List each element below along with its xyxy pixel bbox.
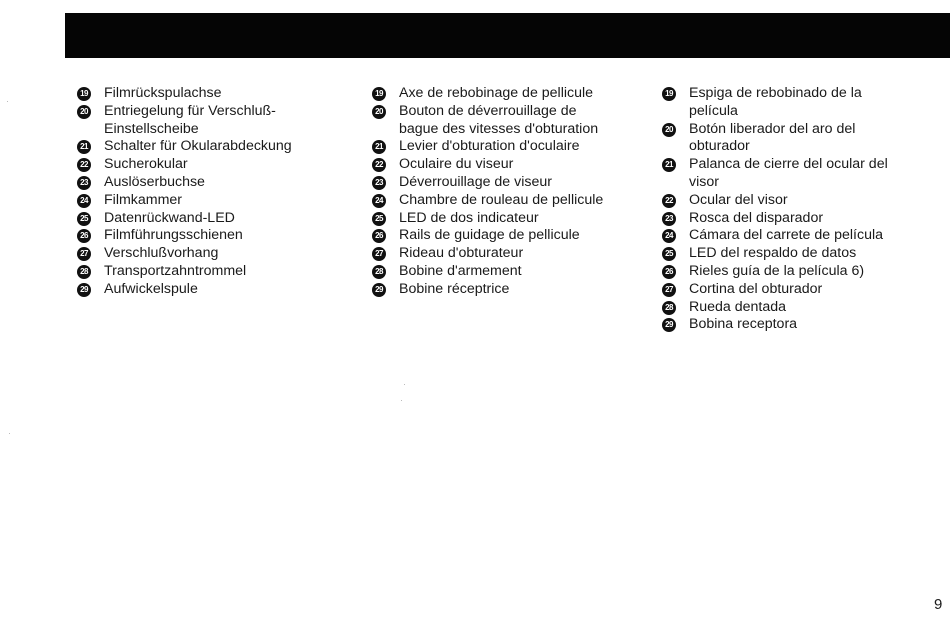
legend-item	[662, 263, 924, 281]
item-label: Verschlußvorhang	[104, 245, 219, 262]
scan-speck	[7, 101, 8, 102]
item-number-badge: 21	[662, 158, 676, 172]
legend-item	[372, 103, 634, 139]
item-label: Déverrouillage de viseur	[399, 173, 552, 190]
item-number-badge: 21	[372, 140, 386, 154]
item-label: Cámara del carrete de película	[689, 227, 883, 244]
item-label: Rieles guía de la película 6)	[689, 262, 865, 279]
item-label: Filmrückspulachse	[104, 85, 222, 101]
legend-item	[662, 281, 924, 299]
legend-item	[77, 174, 339, 192]
legend-item	[77, 85, 339, 103]
legend-item	[662, 316, 924, 334]
legend-item	[77, 227, 339, 245]
item-label: Chambre de rouleau de pellicule	[399, 191, 604, 208]
item-label: Datenrückwand-LED	[104, 209, 235, 226]
item-number-badge: 20	[662, 123, 676, 137]
item-number-badge: 22	[372, 158, 386, 172]
item-number-badge: 22	[662, 194, 676, 208]
item-number-badge: 25	[662, 247, 676, 261]
legend-item	[77, 245, 339, 263]
item-number-badge: 24	[662, 229, 676, 243]
legend-list	[372, 85, 634, 299]
legend-item	[372, 85, 634, 103]
item-number-badge: 20	[372, 105, 386, 119]
scan-speck	[401, 400, 402, 401]
item-number-badge: 27	[662, 283, 676, 297]
item-label: Botón liberador del aro del obturador	[689, 120, 856, 155]
item-number-badge: 19	[372, 87, 386, 101]
item-label: Levier d'obturation d'oculaire	[399, 138, 580, 155]
item-number-badge: 29	[77, 283, 91, 297]
item-label: Palanca de cierre del ocular del visor	[689, 156, 888, 190]
legend-item	[372, 281, 634, 299]
scan-speck	[404, 384, 405, 385]
item-number-badge: 19	[77, 87, 91, 101]
item-number-badge: 23	[662, 212, 676, 226]
item-number-badge: 22	[77, 158, 91, 172]
item-number-badge: 24	[77, 194, 91, 208]
legend-column-german	[77, 85, 339, 299]
page-number: 9	[934, 596, 943, 613]
scan-speck	[9, 433, 10, 434]
item-label: Cortina del obturador	[689, 280, 823, 297]
item-label: Entriegelung für Verschluß- Einstellscheibe	[104, 102, 276, 137]
item-label: Filmkammer	[104, 191, 183, 208]
legend-column-french	[372, 85, 634, 299]
item-label: Bobine d'armement	[399, 262, 522, 279]
item-label: LED de dos indicateur	[399, 209, 539, 226]
item-number-badge: 29	[372, 283, 386, 297]
item-label: Rideau d'obturateur	[399, 245, 524, 262]
item-number-badge: 23	[372, 176, 386, 190]
item-label: Bouton de déverrouillage de bague des vitesses d'obturation	[399, 102, 599, 137]
item-label: Rueda dentada	[689, 298, 787, 315]
item-label: LED del respaldo de datos	[689, 245, 857, 262]
item-label: Espiga de rebobinado de la película	[689, 85, 862, 119]
item-number-badge: 24	[372, 194, 386, 208]
item-label: Transportzahntrommel	[104, 262, 247, 279]
legend-item	[662, 227, 924, 245]
legend-item	[662, 156, 924, 192]
item-number-badge: 20	[77, 105, 91, 119]
item-label: Axe de rebobinage de pellicule	[399, 85, 594, 101]
item-number-badge: 23	[77, 176, 91, 190]
legend-item	[77, 263, 339, 281]
legend-list	[77, 85, 339, 299]
legend-item	[662, 85, 924, 121]
item-number-badge: 21	[77, 140, 91, 154]
legend-item	[372, 210, 634, 228]
item-label: Oculaire du viseur	[399, 156, 514, 173]
legend-list	[662, 85, 924, 334]
item-number-badge: 19	[662, 87, 676, 101]
legend-item	[372, 227, 634, 245]
legend-item	[662, 121, 924, 157]
legend-item	[372, 245, 634, 263]
item-number-badge: 25	[372, 212, 386, 226]
item-number-badge: 26	[662, 265, 676, 279]
item-label: Bobine réceptrice	[399, 280, 510, 297]
legend-item	[77, 281, 339, 299]
item-number-badge: 28	[77, 265, 91, 279]
item-label: Sucherokular	[104, 156, 188, 173]
legend-item	[662, 192, 924, 210]
header-bar	[65, 13, 950, 58]
item-number-badge: 26	[372, 229, 386, 243]
item-number-badge: 29	[662, 318, 676, 332]
item-number-badge: 27	[372, 247, 386, 261]
legend-item	[77, 210, 339, 228]
legend-item	[77, 138, 339, 156]
item-number-badge: 27	[77, 247, 91, 261]
item-label: Ocular del visor	[689, 191, 788, 208]
legend-item	[372, 263, 634, 281]
item-number-badge: 28	[662, 301, 676, 315]
item-label: Schalter für Okularabdeckung	[104, 138, 292, 155]
item-label: Bobina receptora	[689, 316, 798, 333]
legend-column-spanish	[662, 85, 924, 334]
legend-item	[77, 156, 339, 174]
item-number-badge: 26	[77, 229, 91, 243]
item-number-badge: 25	[77, 212, 91, 226]
legend-item	[372, 138, 634, 156]
legend-item	[372, 192, 634, 210]
item-label: Filmführungsschienen	[104, 227, 243, 244]
legend-item	[372, 156, 634, 174]
legend-item	[662, 299, 924, 317]
legend-item	[662, 210, 924, 228]
item-label: Rails de guidage de pellicule	[399, 227, 580, 244]
item-label: Rosca del disparador	[689, 209, 824, 226]
item-number-badge: 28	[372, 265, 386, 279]
legend-item	[77, 192, 339, 210]
legend-item	[372, 174, 634, 192]
item-label: Aufwickelspule	[104, 280, 198, 297]
legend-item	[77, 103, 339, 139]
legend-item	[662, 245, 924, 263]
item-label: Auslöserbuchse	[104, 173, 205, 190]
